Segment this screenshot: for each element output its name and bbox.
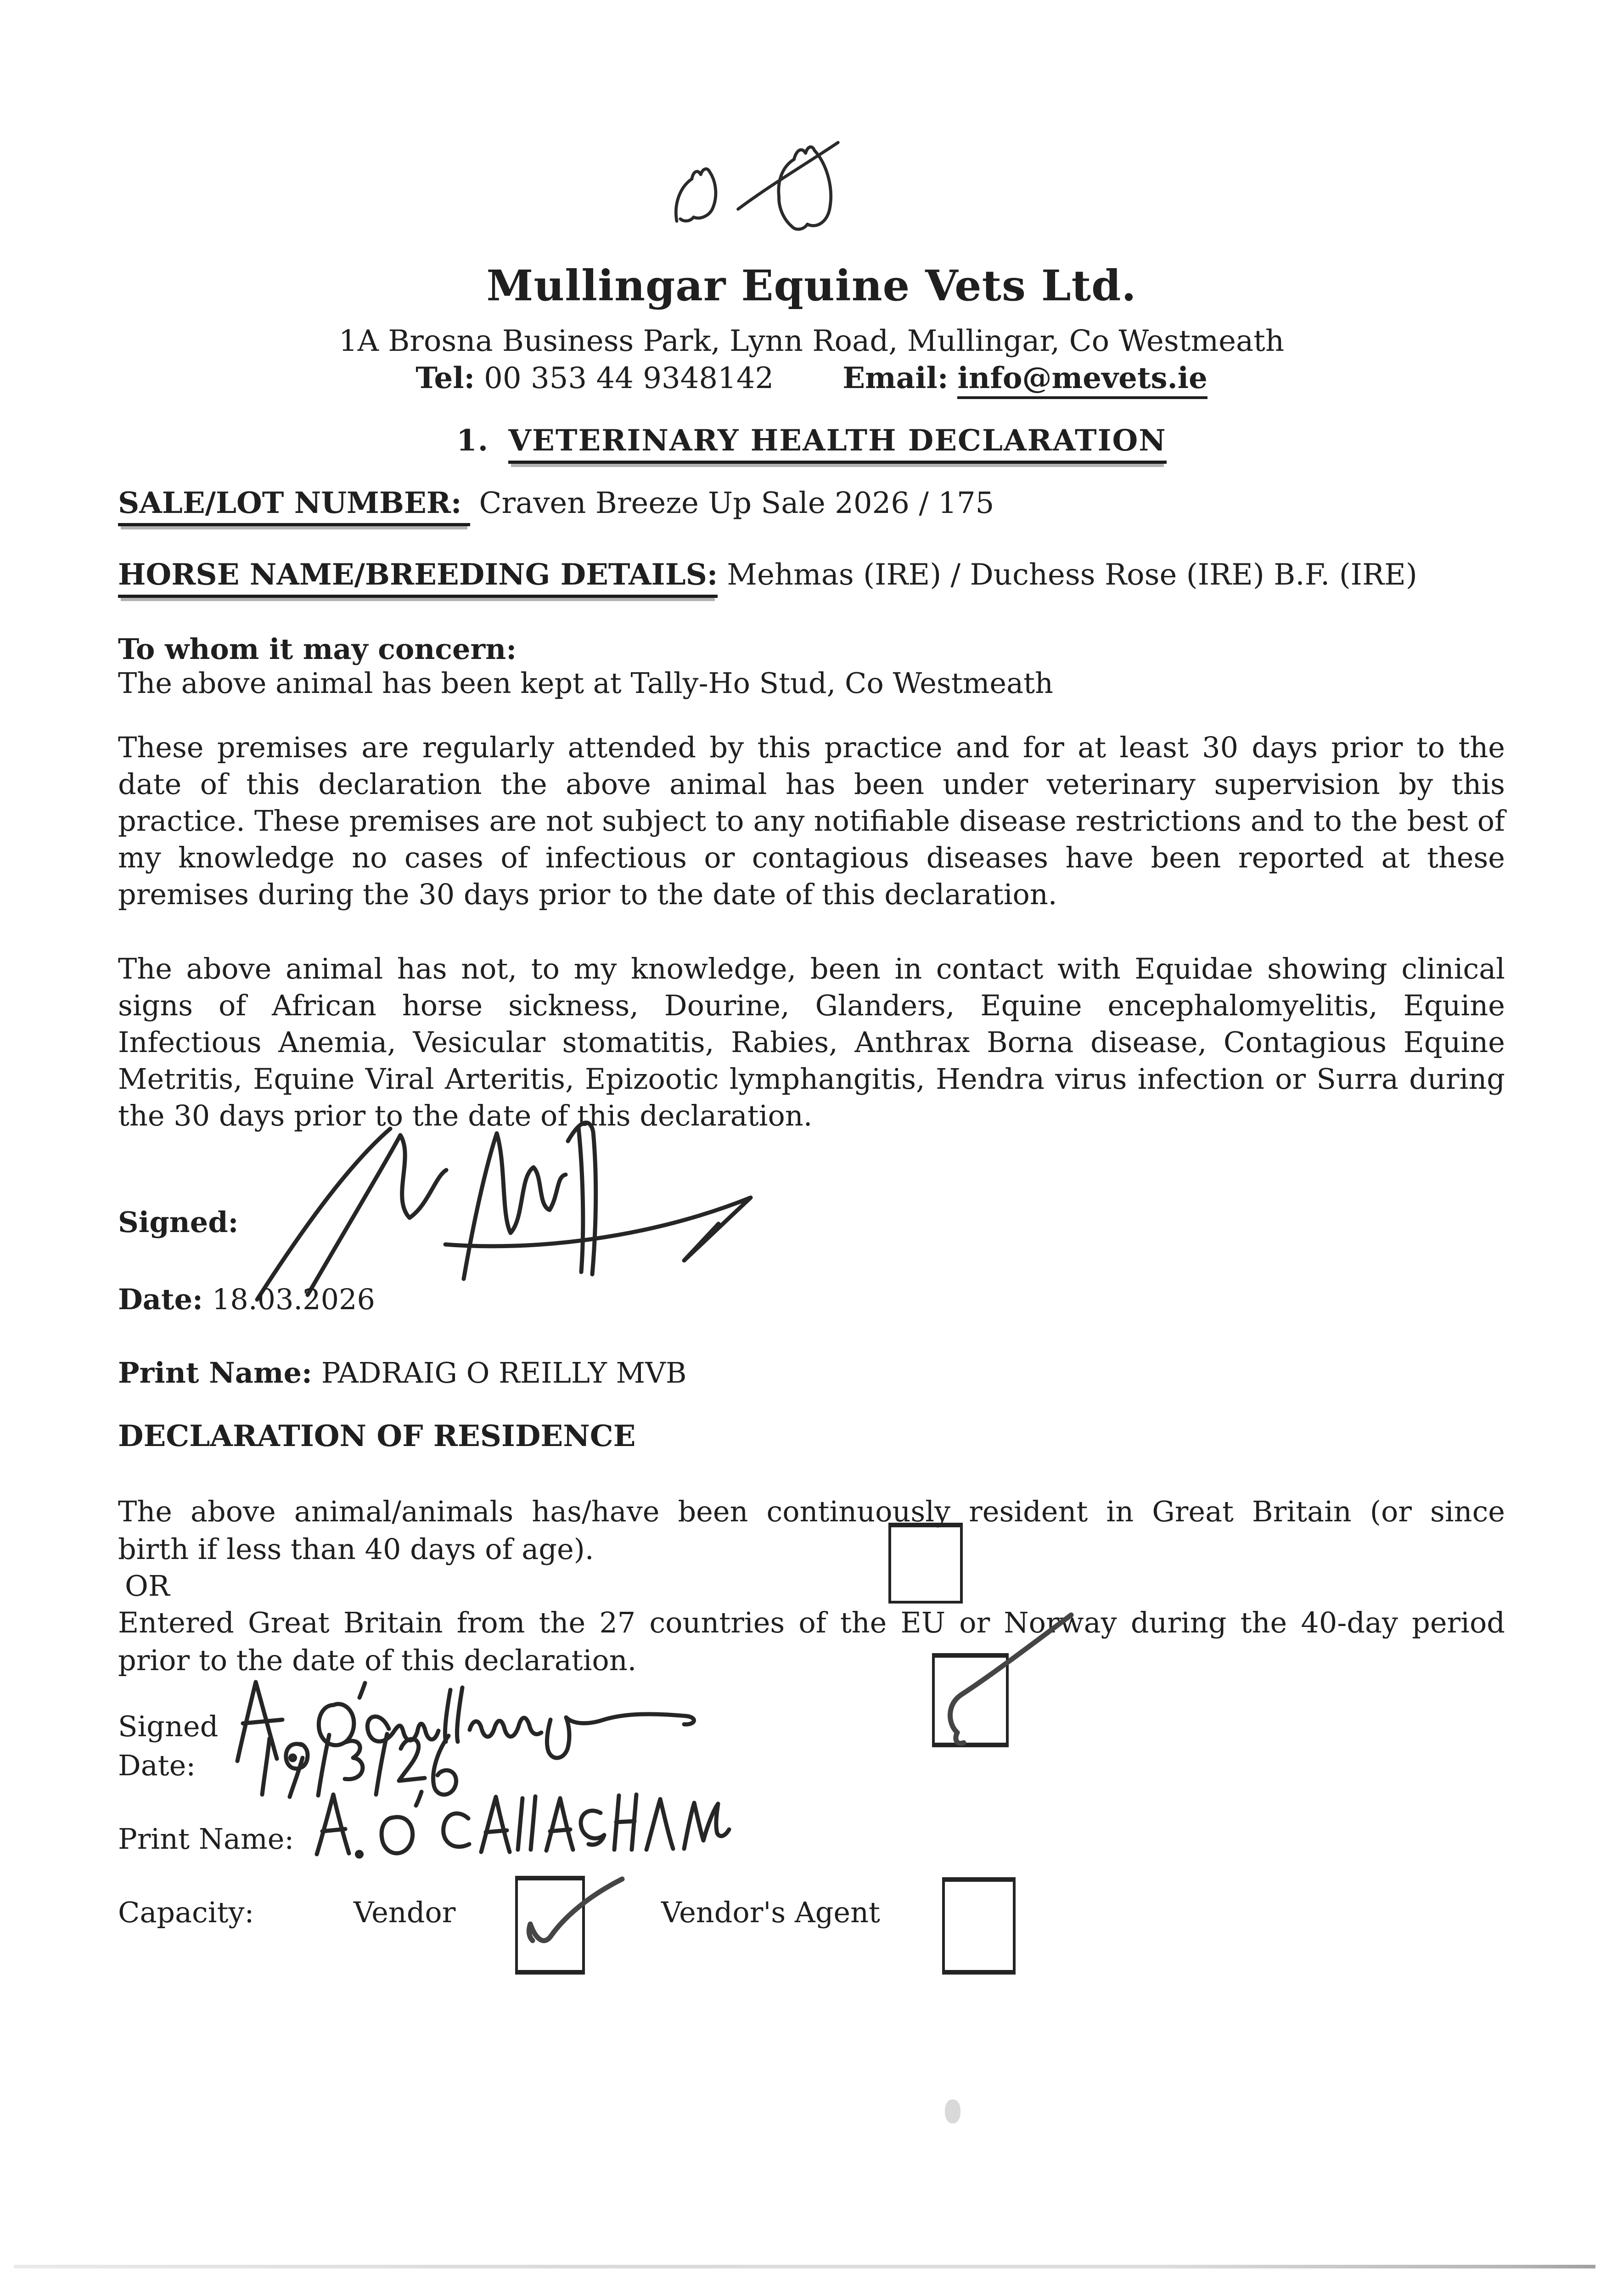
section-title-text: VETERINARY HEALTH DECLARATION (508, 423, 1166, 464)
practice-address: 1A Brosna Business Park, Lynn Road, Mullingar, Co Westmeath (338, 324, 1285, 358)
vendor-date-label: Date: (118, 1749, 196, 1782)
contact-line (0, 361, 1623, 395)
contact-diseases-paragraph: The above animal has not, to my knowledge, been in contact with Equidae showing clinical signs of African horse sickness, Dourine, Glanders, Equine encephalomyelitis, Equine Infectious Anemia, Vesicular stomatitis, Rabies, Anthrax Borna disease, Contagious Equine Metritis, Equine Viral Arteritis, Epizootic lymphangitis, Hendra virus infection or Surra during the 30 days prior to the date of this declaration. (118, 952, 1505, 1132)
vet-date-value: 18.03.2026 (212, 1283, 375, 1316)
capacity-label: Capacity: (118, 1896, 254, 1929)
sale-lot-label: SALE/LOT NUMBER: (118, 486, 470, 526)
vet-date-line (118, 1281, 375, 1318)
horse-name-value: Mehmas (IRE) / Duchess Rose (IRE) B.F. (IRE) (727, 558, 1417, 592)
practice-name: Mullingar Equine Vets Ltd. (486, 261, 1137, 310)
scan-artifact-line (14, 2265, 1595, 2268)
vet-signed-label: Signed: (118, 1205, 239, 1239)
horse-name-line (118, 557, 1417, 598)
residence-option2-line1: Entered Great Britain from the 27 countries of the EU or Norway during the 40-day period (118, 1606, 1505, 1639)
scan-artifact-speck (945, 2099, 960, 2123)
vet-print-name-label: Print Name: (118, 1356, 312, 1390)
tel-label: Tel: (416, 361, 475, 395)
sale-lot-line (118, 486, 994, 526)
vet-print-name-line (118, 1355, 686, 1391)
residence-option2-line2: prior to the date of this declaration. (118, 1643, 637, 1677)
tel-value: 00 353 44 9348142 (484, 361, 774, 395)
premises-paragraph: These premises are regularly attended by this practice and for at least 30 days prior to the date of this declaration the above animal has been under veterinary supervision by this practice. These premises are not subject to any notifiable disease restrictions and to the best of my knowledge no cases of infectious or contagious diseases have been reported at these premises during the 30 days prior to the date of this declaration. (118, 731, 1505, 911)
vendor-signed-label: Signed (118, 1710, 219, 1743)
horse-name-label: HORSE NAME/BREEDING DETAILS: (118, 557, 718, 598)
eu-entry-tick-mark (911, 1587, 1104, 1761)
residence-option1-line1: The above animal/animals has/have been continuously resident in Great Britain (or since (118, 1495, 1505, 1528)
email-value: info@mevets.ie (957, 361, 1207, 399)
capacity-vendor-label: Vendor (354, 1896, 456, 1929)
vet-date-label: Date: (118, 1283, 203, 1316)
vet-signature (230, 1111, 781, 1309)
capacity-agent-label: Vendor's Agent (661, 1896, 880, 1929)
section-title (0, 423, 1623, 464)
kept-at-line: The above animal has been kept at Tally-Ho Stud, Co Westmeath (118, 666, 1053, 700)
vendor-tick-mark (505, 1851, 643, 1979)
residence-option1-line2: birth if less than 40 days of age). (118, 1532, 594, 1566)
vendor-print-name-label: Print Name: (118, 1822, 294, 1856)
residence-heading: DECLARATION OF RESIDENCE (118, 1419, 636, 1453)
or-label: OR (125, 1569, 170, 1603)
email-label: Email: (842, 361, 949, 395)
vet-print-name-value: PADRAIG O REILLY MVB (321, 1356, 687, 1390)
sale-lot-value: Craven Breeze Up Sale 2026 / 175 (479, 486, 994, 520)
two-horse-heads-logo (649, 132, 925, 270)
salutation: To whom it may concern: (118, 632, 517, 666)
section-number: 1. (456, 423, 489, 458)
vendors-agent-checkbox (942, 1877, 1016, 1975)
